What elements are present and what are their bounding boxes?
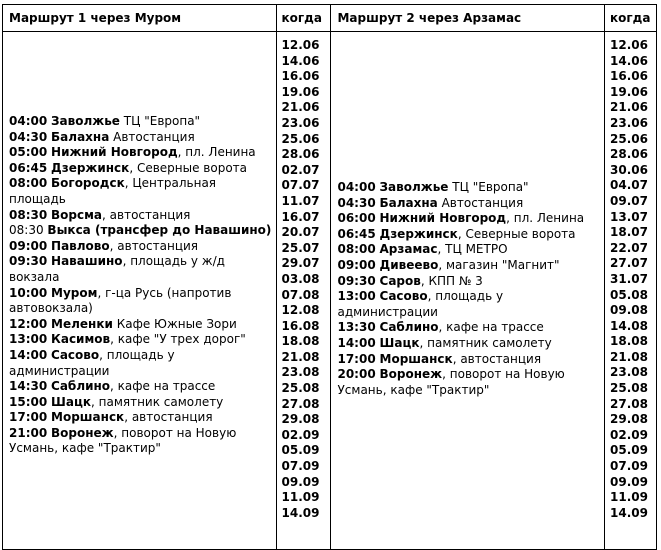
stop-place: Сасово (51, 347, 100, 362)
stop-time: 08:30 (9, 223, 44, 238)
trip-date: 28.06 (610, 147, 648, 162)
stop-time: 13:30 (337, 320, 376, 335)
trip-date: 09.07 (610, 193, 648, 208)
route1-when-header: когда (276, 5, 331, 32)
schedule-table (2, 4, 657, 550)
trip-date: 16.06 (281, 69, 320, 84)
trip-date: 25.07 (281, 240, 320, 255)
trip-date: 14.09 (610, 505, 648, 520)
stop-entry (9, 176, 272, 207)
stop-detail: , ТЦ МЕТРО (437, 242, 508, 257)
trip-date: 03.08 (281, 271, 320, 286)
stop-place: Навашино (51, 254, 123, 269)
trip-date: 21.08 (610, 349, 648, 364)
stop-detail: , Северные ворота (457, 226, 576, 241)
stop-detail: Автостанция (109, 129, 195, 144)
stop-time: 17:00 (337, 351, 376, 366)
trip-date: 31.07 (610, 271, 648, 286)
trip-date: 19.06 (610, 84, 648, 99)
stop-entry (9, 332, 272, 348)
stop-detail: , площадь у администрации (9, 347, 175, 378)
stop-entry (9, 161, 272, 177)
trip-date: 29.07 (281, 256, 320, 271)
stop-detail: , кафе "У трех дорог" (110, 332, 246, 347)
trip-date: 30.06 (610, 162, 648, 177)
trip-date: 25.06 (610, 131, 648, 146)
stop-detail: Кафе Южные Зори (112, 316, 237, 331)
trip-date: 27.08 (610, 396, 648, 411)
stop-detail: , автостанция (124, 410, 213, 425)
stop-place: Заволжье (379, 180, 449, 194)
stop-place: Нижний Новгород (51, 145, 178, 160)
stop-entry (337, 320, 600, 336)
stop-detail: , г-ца Русь (напротив автовокзала) (9, 285, 232, 316)
stop-entry (9, 208, 272, 224)
stop-place: Дивеево (379, 257, 439, 272)
stop-place: Арзамас (379, 242, 438, 257)
stop-entry (337, 180, 600, 196)
trip-date: 05.08 (610, 287, 648, 302)
stop-detail: , автостанция (109, 238, 198, 253)
trip-date: 25.08 (281, 381, 320, 396)
stop-entry (337, 367, 600, 398)
trip-date: 21.06 (610, 100, 648, 115)
route2-dates-cell (605, 32, 657, 550)
stop-detail: , поворот на Новую Усмань, кафе "Трактир" (9, 425, 237, 456)
stop-time: 04:00 (337, 180, 376, 194)
stop-time: 09:30 (9, 254, 48, 269)
stop-time: 08:00 (9, 176, 48, 191)
stop-entry (9, 317, 272, 333)
stop-detail: , памятник самолету (91, 394, 224, 409)
stop-detail: ТЦ "Европа" (448, 180, 529, 194)
stop-entry (9, 130, 272, 146)
stop-entry (9, 348, 272, 379)
trip-date: 28.06 (281, 147, 320, 162)
trip-date: 02.07 (281, 162, 320, 177)
trip-date: 16.06 (610, 69, 648, 84)
trip-date: 07.09 (610, 459, 648, 474)
stop-detail: , магазин "Магнит" (438, 257, 560, 272)
route2-stops-cell (331, 32, 605, 550)
stop-entry (9, 286, 272, 317)
stop-entry (9, 426, 272, 457)
trip-date: 16.08 (281, 318, 320, 333)
stop-time: 09:00 (9, 238, 48, 253)
trip-date: 12.06 (610, 38, 648, 52)
stop-time: 04:30 (9, 129, 48, 144)
trip-date: 05.09 (281, 443, 320, 458)
stop-time: 09:30 (337, 273, 376, 288)
stop-time: 05:00 (9, 145, 48, 160)
stop-place: Шацк (379, 335, 420, 350)
stop-detail: , кафе на трассе (110, 379, 216, 394)
stop-time: 04:30 (337, 195, 376, 210)
stop-detail: , площадь у ж/д вокзала (9, 254, 225, 284)
stop-detail: , поворот на Новую Усмань, кафе "Трактир" (337, 367, 565, 397)
stop-time: 12:00 (9, 316, 48, 331)
trip-date: 14.06 (610, 53, 648, 68)
stop-time: 06:45 (9, 160, 48, 175)
stop-entry (337, 258, 600, 274)
stop-place: Саров (379, 273, 421, 288)
stop-time: 06:45 (337, 226, 376, 241)
stop-place: Моршанск (51, 410, 125, 425)
stop-place: Саблино (379, 320, 439, 335)
stop-time: 06:00 (337, 211, 376, 226)
stop-entry (337, 211, 600, 227)
trip-date: 18.08 (281, 334, 320, 349)
stop-detail: , автостанция (452, 351, 542, 366)
stop-place: Ворсма (51, 207, 103, 222)
stop-detail: Автостанция (437, 195, 524, 210)
route2-when-header: когда (605, 5, 657, 32)
stop-time: 04:00 (9, 114, 48, 128)
stop-entry (337, 196, 600, 212)
stop-entry (337, 227, 600, 243)
trip-date: 23.06 (281, 115, 320, 130)
stop-detail: , пл. Ленина (506, 211, 585, 226)
trip-date: 18.07 (610, 225, 648, 240)
stop-entry (337, 352, 600, 368)
stop-place: Дзержинск (51, 160, 130, 175)
stop-time: 17:00 (9, 410, 48, 425)
trip-date: 11.09 (610, 490, 648, 505)
trip-date: 12.06 (281, 38, 320, 52)
stop-detail: , КПП № 3 (420, 273, 483, 288)
trip-date: 23.08 (610, 365, 648, 380)
trip-date: 07.08 (281, 287, 320, 302)
trip-date: 20.07 (281, 225, 320, 240)
trip-date: 21.08 (281, 349, 320, 364)
stop-detail: , Центральная площадь (9, 176, 217, 206)
trip-date: 27.07 (610, 256, 648, 271)
trip-date: 29.08 (281, 412, 320, 427)
stop-entry (9, 223, 272, 239)
stop-time: 15:00 (9, 394, 48, 409)
stop-detail: , Северные ворота (129, 160, 248, 175)
trip-date: 23.08 (281, 365, 320, 380)
stop-time: 13:00 (337, 289, 376, 304)
trip-date: 14.08 (610, 318, 648, 333)
stop-place: Касимов (51, 332, 111, 347)
stop-time: 08:30 (9, 207, 48, 222)
trip-date: 27.08 (281, 396, 320, 411)
stop-time: 21:00 (9, 425, 48, 440)
stop-time: 08:00 (337, 242, 376, 257)
trip-date: 11.09 (281, 490, 320, 505)
stop-place: Воронеж (51, 425, 114, 440)
stop-time: 20:00 (337, 367, 376, 382)
trip-date: 09.08 (610, 303, 648, 318)
trip-date: 22.07 (610, 240, 648, 255)
route1-header: Маршрут 1 через Муром (3, 5, 277, 32)
trip-date: 25.08 (610, 381, 648, 396)
stop-time: 14:30 (9, 379, 48, 394)
stop-detail: , кафе на трассе (438, 320, 544, 335)
stop-detail: , автостанция (102, 207, 191, 222)
stop-time: 09:00 (337, 257, 376, 272)
trip-date: 05.09 (610, 443, 648, 458)
stop-place: Дзержинск (379, 226, 458, 241)
stop-time: 14:00 (9, 347, 48, 362)
stop-place: Муром (51, 285, 98, 300)
stop-place: Нижний Новгород (379, 211, 507, 226)
trip-date: 29.08 (610, 412, 648, 427)
stop-place: Моршанск (379, 351, 453, 366)
stop-entry (9, 145, 272, 161)
trip-date: 09.09 (281, 474, 320, 489)
stop-place: Сасово (379, 289, 428, 304)
trip-date: 07.09 (281, 459, 320, 474)
trip-date: 12.08 (281, 303, 320, 318)
route1-dates-cell (276, 32, 331, 550)
stop-entry (9, 410, 272, 426)
stop-entry (337, 242, 600, 258)
stop-place: Воронеж (379, 367, 443, 382)
stop-detail: ТЦ "Европа" (119, 114, 201, 128)
stop-place: Шацк (51, 394, 91, 409)
stop-place: Выкса (трансфер до Навашино) (47, 223, 272, 238)
stop-place: Богородск (51, 176, 125, 191)
trip-date: 23.06 (610, 115, 648, 130)
stop-place: Балахна (379, 195, 438, 210)
trip-date: 25.06 (281, 131, 320, 146)
stop-place: Меленки (51, 316, 113, 331)
stop-entry (9, 395, 272, 411)
stop-entry (9, 114, 272, 130)
stop-time: 13:00 (9, 332, 48, 347)
trip-date: 16.07 (281, 209, 320, 224)
trip-date: 02.09 (610, 427, 648, 442)
stop-entry (337, 274, 600, 290)
stop-place: Саблино (51, 379, 111, 394)
stop-detail: , площадь у администрации (337, 289, 504, 319)
stop-place: Балахна (51, 129, 110, 144)
stop-time: 14:00 (337, 335, 376, 350)
stop-entry (337, 289, 600, 320)
route1-stops-cell (3, 32, 277, 550)
stop-entry (9, 239, 272, 255)
stop-entry (9, 254, 272, 285)
stop-place: Заволжье (51, 114, 120, 128)
trip-date: 04.07 (610, 178, 648, 193)
body-row (3, 32, 657, 550)
stop-entry (9, 379, 272, 395)
stop-entry (337, 336, 600, 352)
stop-detail: , памятник самолету (419, 335, 552, 350)
trip-date: 13.07 (610, 209, 648, 224)
trip-date: 19.06 (281, 84, 320, 99)
trip-date: 21.06 (281, 100, 320, 115)
trip-date: 11.07 (281, 193, 320, 208)
trip-date: 02.09 (281, 427, 320, 442)
trip-date: 07.07 (281, 178, 320, 193)
stop-time: 10:00 (9, 285, 48, 300)
route2-header: Маршрут 2 через Арзамас (331, 5, 605, 32)
trip-date: 18.08 (610, 334, 648, 349)
trip-date: 14.06 (281, 53, 320, 68)
header-row (3, 5, 657, 32)
trip-date: 09.09 (610, 474, 648, 489)
trip-date: 14.09 (281, 505, 320, 520)
stop-place: Павлово (51, 238, 110, 253)
stop-detail: , пл. Ленина (177, 145, 256, 160)
